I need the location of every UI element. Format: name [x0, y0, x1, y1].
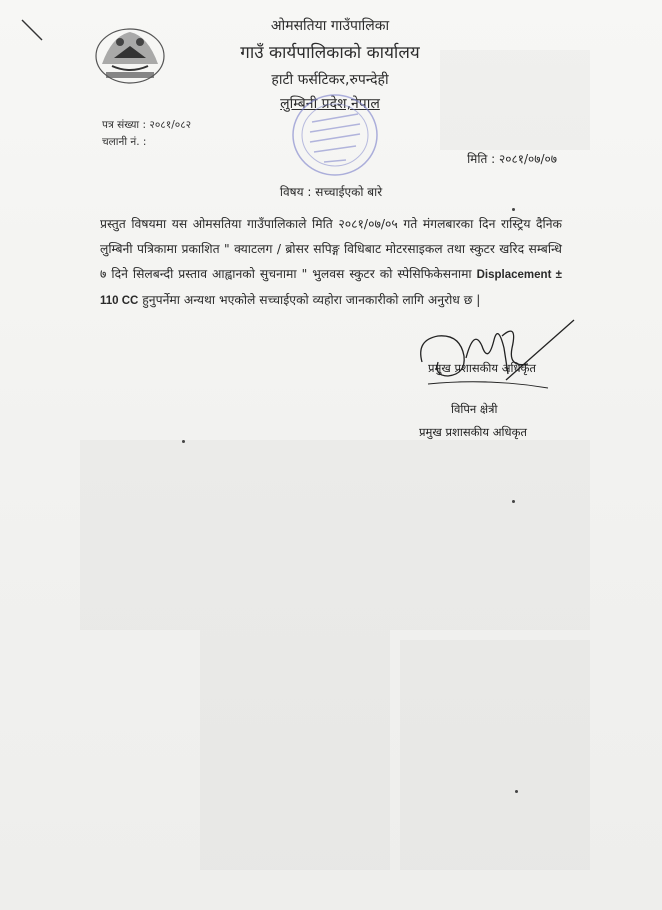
letter-subject: विषय : सच्चाईएको बारे: [279, 185, 383, 199]
signatory-designation: प्रमुख प्रशासकीय अधिकृत: [419, 425, 527, 439]
letter-date: मिति : २०८१/०७/०७: [467, 152, 557, 166]
pen-stroke-mark: [20, 18, 50, 48]
nepal-emblem-icon: [92, 24, 168, 86]
signature-title-overlay: प्रमुख प्रशासकीय अधिकृत: [428, 361, 536, 375]
letter-number: पत्र संख्या : २०८१/०८२: [102, 119, 192, 131]
office-name: गाउँ कार्यपालिकाको कार्यालय: [240, 43, 420, 63]
paper-speck: [515, 790, 518, 793]
body-text-part1: प्रस्तुत विषयमा यस ओमसतिया गाउँपालिकाले मिति २०८१/०७/०५ गते मंगलबारका दिन रास्ट्रिय दैनिक लुम्बिनी पत्रिकामा प्रकाशित " क्याटलग / ब्रोसर सपिङ्ग विधिबाट मोटरसाइकल तथा स्कुटर खरिद सम्बन्धि ७ दिने सिलबन्दी प्रस्ताव आह्वानको सुचनामा " भुलवस स्कुटर को स्पेसिफिकेसनामा: [100, 217, 562, 281]
province-country: लुम्बिनी प्रदेश,नेपाल: [280, 96, 380, 112]
letter-body: [100, 212, 562, 314]
body-text-part2: हुनुपर्नेमा अन्यथा भएकोले सच्चाईएको व्यहोरा जानकारीको लागि अनुरोध छ |: [138, 293, 481, 307]
paper-speck: [512, 500, 515, 503]
municipality-name: ओमसतिया गाउँपालिका: [270, 18, 390, 34]
paper-speck: [512, 208, 515, 211]
bleed-through-block: [200, 630, 390, 870]
displacement-spec: Displacement ± 110 CC: [100, 269, 562, 307]
paper-speck: [182, 440, 185, 443]
handwritten-signature: [408, 318, 578, 398]
dispatch-number: चलानी नं. :: [102, 136, 147, 148]
office-address: हाटी फर्सटिकर,रुपन्देही: [271, 72, 389, 88]
official-stamp-seal: [290, 92, 380, 178]
signatory-name: विपिन क्षेत्री: [451, 402, 498, 416]
bleed-through-block: [400, 640, 590, 870]
bleed-through-block: [80, 440, 590, 630]
